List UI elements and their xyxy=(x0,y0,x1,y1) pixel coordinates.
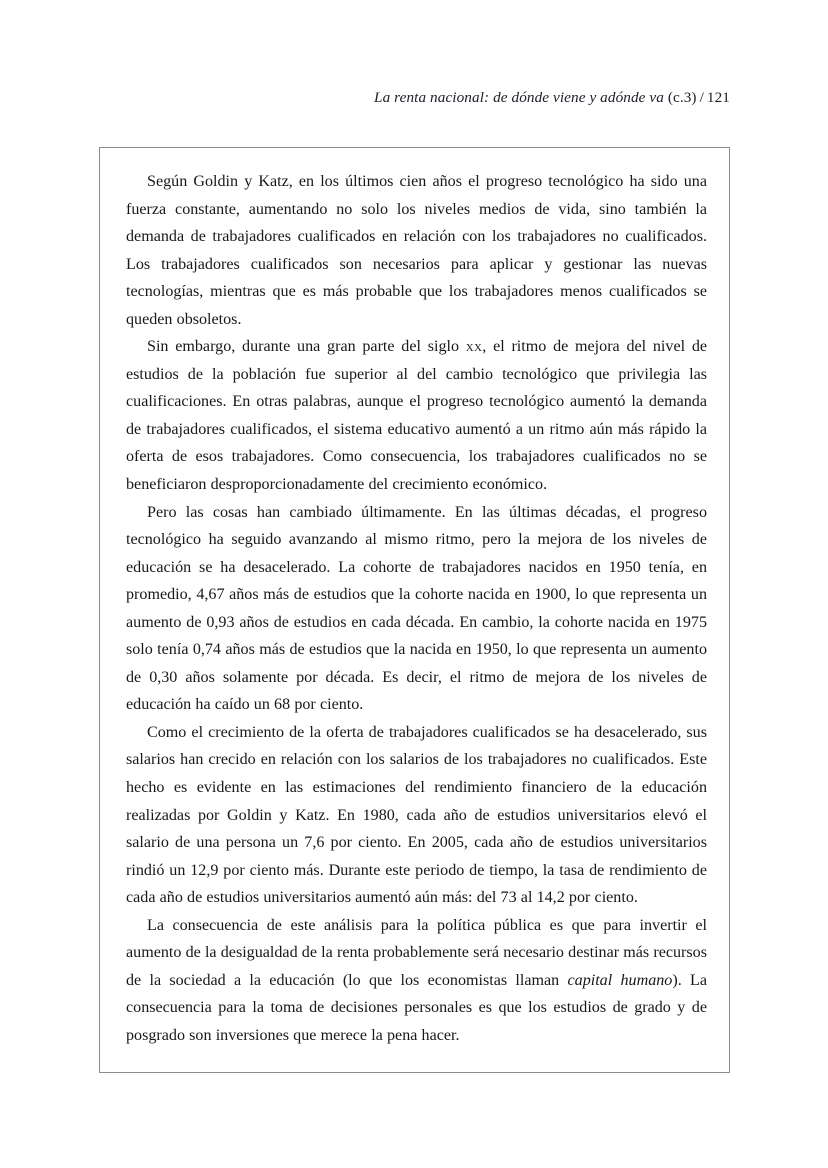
running-head-separator: / xyxy=(699,89,704,106)
paragraph-1-text: Según Goldin y Katz, en los últimos cien años el progreso tecnológico ha sido una fuerza constante, aumentando no solo los niveles medios de vida, sino también la demanda de trabajadores cualificados en relación con los trabajadores no cualificados. Los trabajadores cualificados son necesarios para aplicar y gestionar las nuevas tecnologías, mientras que es más probable que los trabajadores menos cualificados se queden obsoletos. xyxy=(126,173,707,328)
paragraph-5 xyxy=(126,912,707,1050)
paragraph-2-text-before: Sin embargo, durante una gran parte del siglo xyxy=(147,338,466,356)
paragraph-3 xyxy=(126,499,707,719)
paragraph-5-italic-term: capital humano xyxy=(567,971,673,989)
paragraph-4 xyxy=(126,719,707,912)
paragraph-2-text-after: , el ritmo de mejora del nivel de estudios de la población fue superior al del cambio tecnológico que privilegia las cualificaciones. En otras palabras, aunque el progreso tecnológico aumentó la demanda de trabajadores cualificados, el sistema educativo aumentó a un ritmo aún más rápido la oferta de esos trabajadores. Como consecuencia, los trabajadores cualificados no se beneficiaron desproporcionadamente del crecimiento económico. xyxy=(126,338,708,494)
text-frame-border xyxy=(99,147,730,1073)
paragraph-3-text: Pero las cosas han cambiado últimamente. En las últimas décadas, el progreso tecnológico ha seguido avanzando al mismo ritmo, pero la mejora de los niveles de educación se ha desacelerado. La cohorte de trabajadores nacidos en 1950 tenía, en promedio, 4,67 años más de estudios que la cohorte nacida en 1900, lo que representa un aumento de 0,93 años de estudios en cada década. En cambio, la cohorte nacida en 1975 solo tenía 0,74 años más de estudios que la nacida en 1950, lo que representa un aumento de 0,30 años solamente por década. Es decir, el ritmo de mejora de los niveles de educación ha caído un 68 por ciento. xyxy=(126,503,707,714)
running-head-title: La renta nacional: de dónde viene y adónde va xyxy=(374,89,664,106)
paragraph-5-text-before: La consecuencia de este análisis para la política pública es que para invertir el aumento de la desigualdad de la renta probablemente será necesario destinar más recursos de la sociedad a la educación (lo que los economistas llaman xyxy=(126,916,707,989)
paragraph-4-text: Como el crecimiento de la oferta de trabajadores cualificados se ha desacelerado, sus salarios han crecido en relación con los salarios de los trabajadores no cualificados. Este hecho es evidente en las estimaciones del rendimiento financiero de la educación realizadas por Goldin y Katz. En 1980, cada año de estudios universitarios elevó el salario de una persona un 7,6 por ciento. En 2005, cada año de estudios universitarios rindió un 12,9 por ciento más. Durante este periodo de tiempo, la tasa de rendimiento de cada año de estudios universitarios aumentó aún más: del 73 al 14,2 por ciento. xyxy=(126,723,707,907)
paragraph-5-text-after: ). La consecuencia para la toma de decisiones personales es que los estudios de grado y de posgrado son inversiones que merece la pena hacer. xyxy=(126,971,707,1044)
running-head xyxy=(0,89,730,107)
body-text-column xyxy=(126,168,707,1050)
paragraph-2 xyxy=(126,333,707,498)
paragraph-1 xyxy=(126,168,707,333)
running-head-chapter-ref: (c.3) xyxy=(667,89,697,106)
page-folio: 121 xyxy=(706,89,730,106)
paragraph-2-smallcaps-century: xx xyxy=(465,338,483,356)
